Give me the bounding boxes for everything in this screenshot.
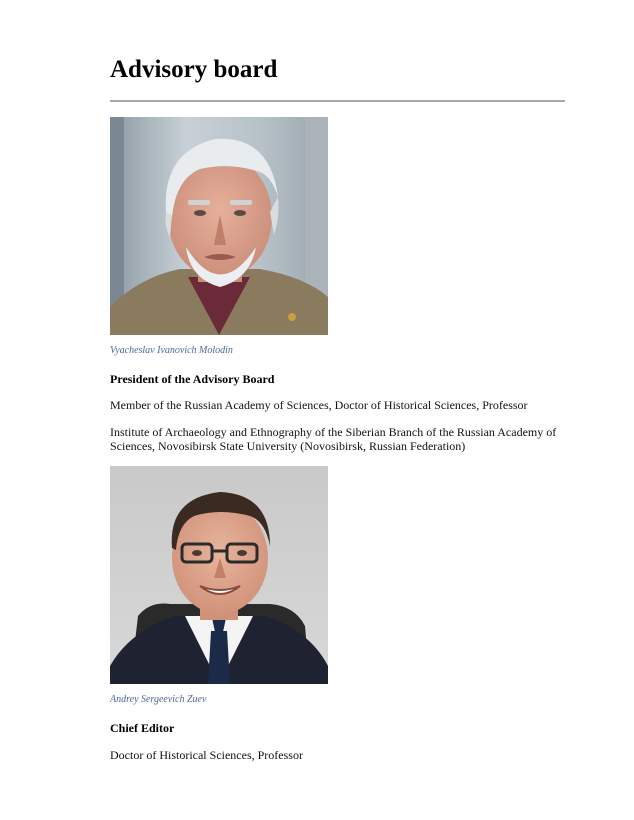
member-role-2: Chief Editor xyxy=(110,721,175,735)
title-divider xyxy=(110,100,565,102)
member-affiliation-1: Institute of Archaeology and Ethnography of the Siberian Branch of the Russian Academy of Sciences, Novosibirsk State University (Novosibirsk, Russian Federation) xyxy=(110,425,557,453)
member-photo-1 xyxy=(110,117,328,335)
member-name-2: Andrey Sergeevich Zuev xyxy=(110,694,207,705)
member-name-1: Vyacheslav Ivanovich Molodin xyxy=(110,345,233,356)
member-credentials-2: Doctor of Historical Sciences, Professor xyxy=(110,748,303,762)
member-role-1: President of the Advisory Board xyxy=(110,372,275,386)
member-photo-2 xyxy=(110,466,328,684)
page-title: Advisory board xyxy=(110,56,278,83)
member-credentials-1: Member of the Russian Academy of Sciences, Doctor of Historical Sciences, Professor xyxy=(110,398,528,412)
